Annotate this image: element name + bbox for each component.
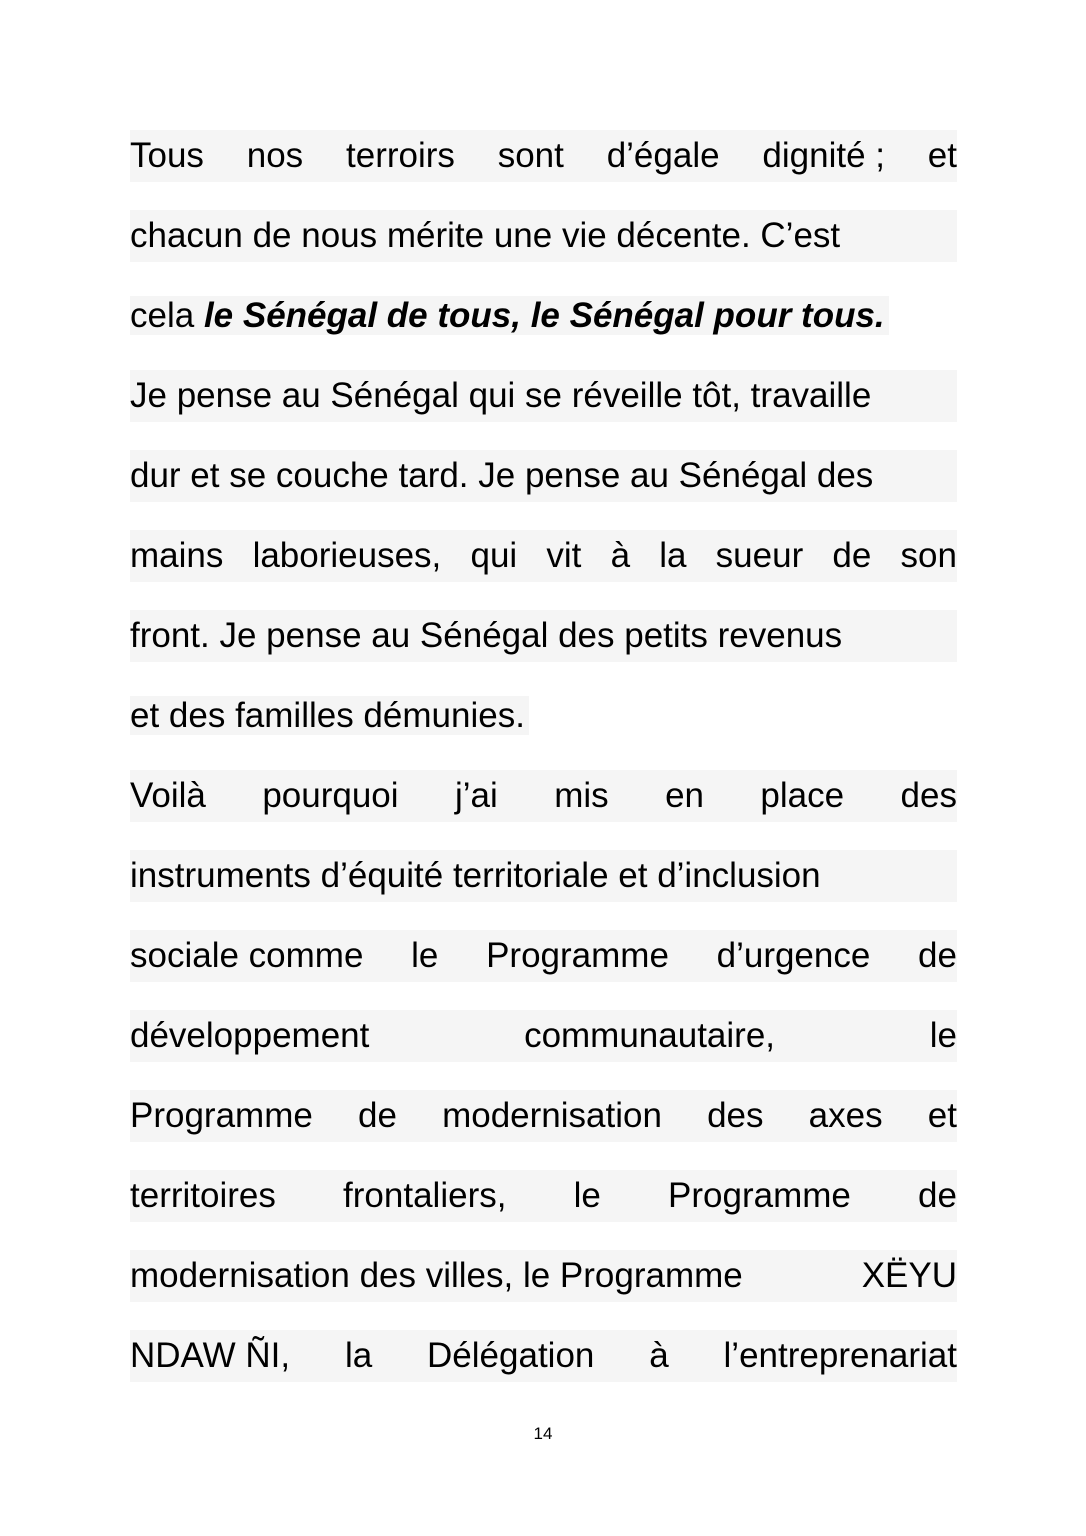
line-text: dur et se couche tard. Je pense au Sénégal des [130,456,874,495]
word: son [900,536,957,575]
word: de [918,936,957,975]
word: axes [808,1096,883,1135]
word: et [927,136,957,175]
line-text: et des familles démunies. [130,696,529,735]
text-line [130,130,957,182]
text-line [130,770,957,822]
word: modernisation des villes, le Programme [130,1256,743,1295]
word: qui [470,536,518,575]
word: en [665,776,704,815]
text-line [130,450,957,502]
word: mis [554,776,609,815]
word: à [610,536,631,575]
word: place [760,776,845,815]
word: pourquoi [262,776,399,815]
word: Voilà [130,776,206,815]
word: sont [497,136,564,175]
word: la [344,1336,373,1375]
body-text [130,130,957,1410]
word: d’égale [606,136,720,175]
word: vit [546,536,582,575]
word: de [918,1176,957,1215]
text-line [130,1170,957,1222]
word: Programme [486,936,669,975]
line-text: front. Je pense au Sénégal des petits revenus [130,616,843,655]
word: la [659,536,687,575]
slogan-text: le Sénégal de tous, le Sénégal pour tous. [203,296,885,335]
word: l’entreprenariat [723,1336,957,1375]
word: j’ai [454,776,498,815]
text-line [130,1250,957,1302]
word: territoires [130,1176,276,1215]
word: terroirs [346,136,455,175]
word: et [927,1096,957,1135]
text-line-emphasis [130,290,957,342]
word: à [649,1336,669,1375]
text-line [130,370,957,422]
word: Programme [668,1176,851,1215]
word: dignité ; [762,136,885,175]
page-number: 14 [533,1424,553,1443]
word: le [573,1176,601,1215]
text-line [130,930,957,982]
emphasis-wrapper [130,296,889,335]
word: des [707,1096,764,1135]
line-text: instruments d’équité territoriale et d’inclusion [130,856,821,895]
word: Tous [130,136,204,175]
text-line [130,210,957,262]
word: mains [130,536,224,575]
word: le [411,936,439,975]
word: laborieuses, [252,536,442,575]
text-line [130,1090,957,1142]
word: NDAW ÑI, [130,1336,291,1375]
word: modernisation [442,1096,662,1135]
word: le [929,1016,957,1055]
text-line [130,1330,957,1382]
text-line [130,690,957,742]
text-line [130,530,957,582]
word: nos [246,136,304,175]
line-prefix: cela [130,296,204,335]
word: développement [130,1016,370,1055]
word: XËYU [861,1256,957,1295]
word: communautaire, [524,1016,776,1055]
word: des [900,776,957,815]
text-line [130,1010,957,1062]
word: frontaliers, [343,1176,507,1215]
text-line [130,610,957,662]
text-line [130,850,957,902]
line-text: chacun de nous mérite une vie décente. C’est [130,216,841,255]
word: Délégation [427,1336,595,1375]
word: de [832,536,872,575]
word: sueur [715,536,804,575]
word: d’urgence [716,936,871,975]
word: sociale comme [130,936,364,975]
line-text: Je pense au Sénégal qui se réveille tôt, travaille [130,376,872,415]
word: de [357,1096,397,1135]
word: Programme [130,1096,313,1135]
